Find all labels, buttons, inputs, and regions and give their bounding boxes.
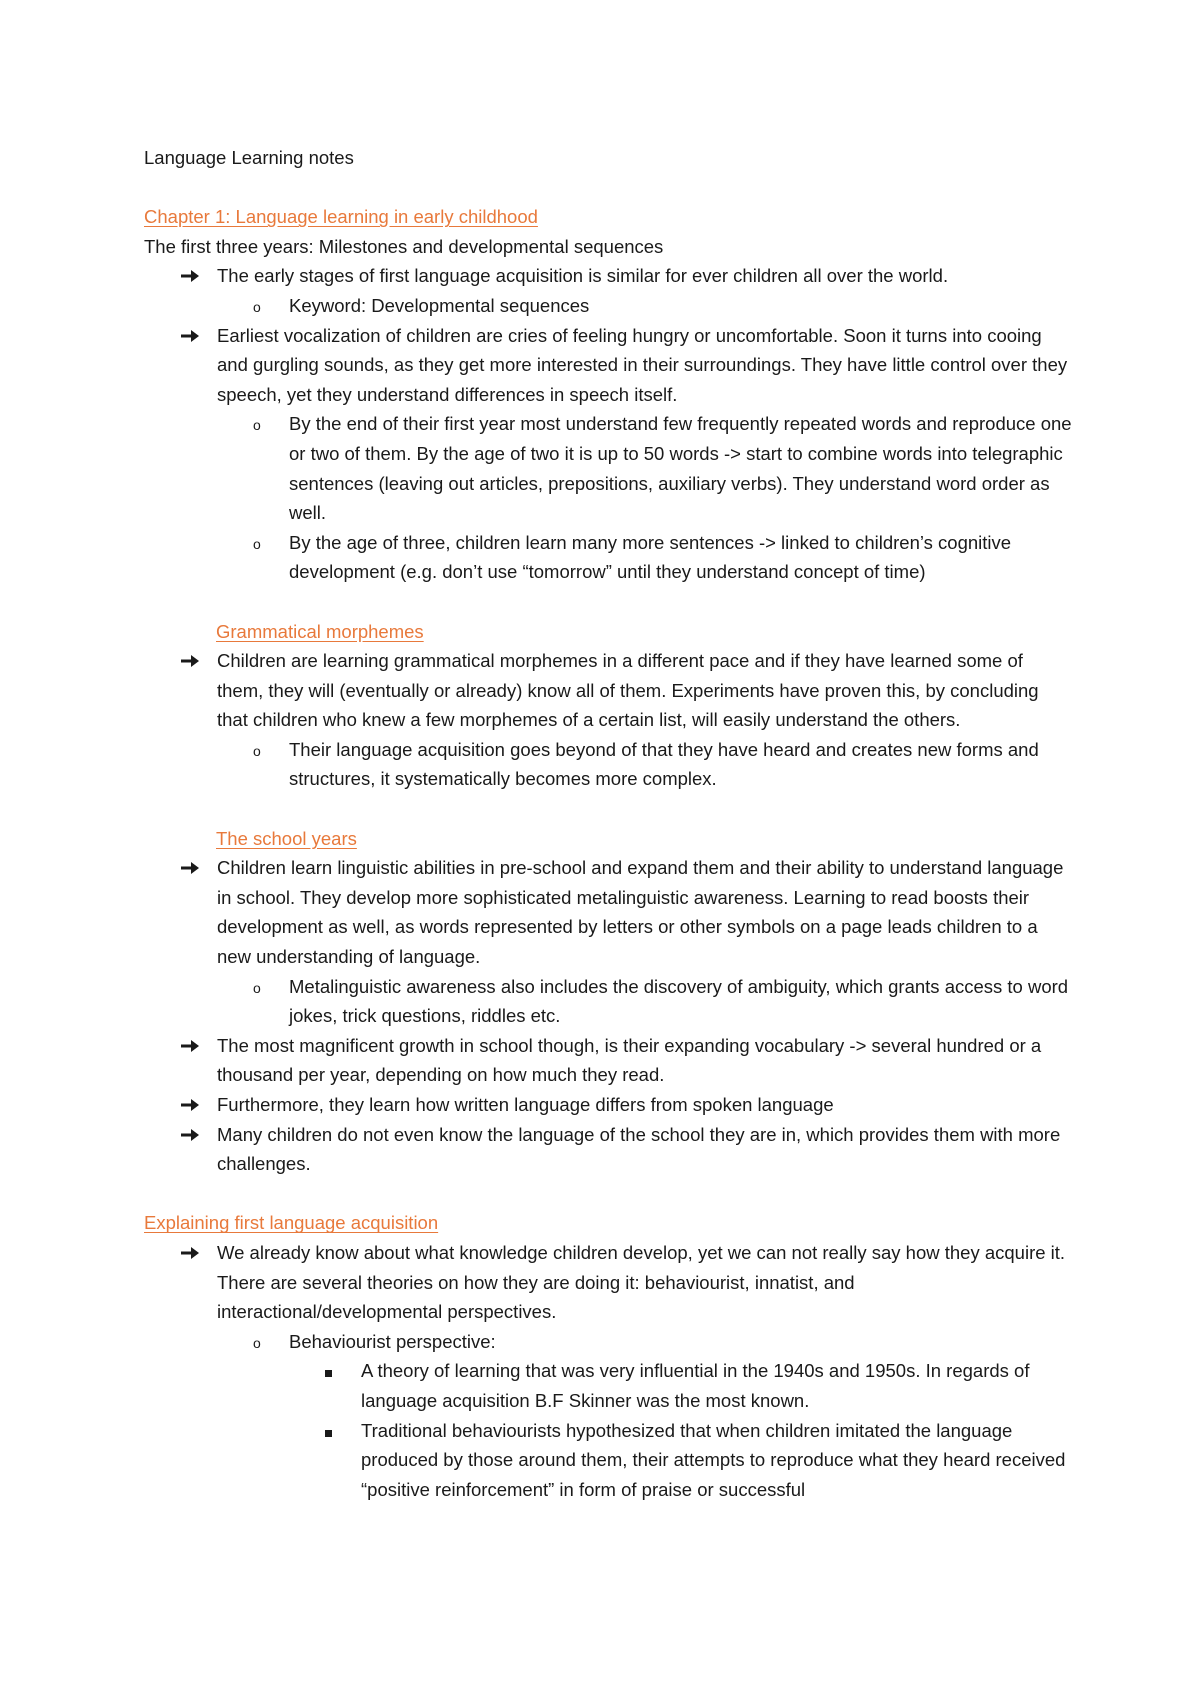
sub-list-item	[144, 1327, 1074, 1357]
sub-sub-list-item-text: Traditional behaviourists hypothesized that when children imitated the language produced by those around them, their attempts to reproduce what they heard received “positive reinforcement” in form of praise or successful	[361, 1419, 1066, 1500]
document-content	[144, 143, 1074, 1504]
sub-list-item-text: Behaviourist perspective:	[289, 1330, 496, 1352]
list-item	[144, 1090, 1074, 1120]
sub-sub-list-item	[144, 1416, 1074, 1505]
list-item	[144, 1238, 1074, 1327]
document-title: Language Learning notes	[144, 147, 354, 168]
list-item	[144, 261, 1074, 291]
chapter-heading: Chapter 1: Language learning in early childhood	[144, 206, 538, 228]
list-item	[144, 321, 1074, 410]
sub-list-item	[144, 409, 1074, 527]
spacer	[144, 794, 1074, 824]
list-item-text: Earliest vocalization of children are cries of feeling hungry or uncomfortable. Soon it turns into cooing and gurgling sounds, as they get more interested in their surroundings. They have little control over they speech, yet they understand differences in speech itself.	[217, 324, 1068, 405]
arrow-right-icon	[180, 1031, 202, 1069]
circle-bullet-icon: o	[253, 417, 261, 434]
spacer	[144, 587, 1074, 617]
circle-bullet-icon: o	[253, 535, 261, 552]
list-item	[144, 1120, 1074, 1179]
sub-list-item	[144, 735, 1074, 794]
section-subtitle: The first three years: Milestones and developmental sequences	[144, 235, 664, 257]
section-heading-explaining-acquisition: Explaining first language acquisition	[144, 1212, 439, 1234]
sub-sub-list-item	[144, 1356, 1074, 1415]
section-heading-grammatical-morphemes: Grammatical morphemes	[216, 620, 424, 642]
sub-list-item-text: By the age of three, children learn many more sentences -> linked to children’s cognitive development (e.g. don’t use “tomorrow” until they understand concept of time)	[289, 531, 1012, 583]
section-heading-school-years: The school years	[216, 827, 357, 849]
sub-list-item	[144, 972, 1074, 1031]
square-bullet-icon	[325, 1356, 332, 1386]
spacer	[144, 173, 1074, 203]
circle-bullet-icon: o	[253, 979, 261, 996]
arrow-right-icon	[180, 646, 202, 684]
arrow-right-icon	[180, 853, 202, 891]
sub-sub-list-item-text: A theory of learning that was very influential in the 1940s and 1950s. In regards of language acquisition B.F Skinner was the most known.	[361, 1360, 1030, 1411]
list-item-text: Children learn linguistic abilities in pre-school and expand them and their ability to understand language in school. They develop more sophisticated metalinguistic awareness. Learning to read boosts their development as well, as words represented by letters or other symbols on a page leads children to a new understanding of language.	[217, 857, 1064, 968]
list-item-text: We already know about what knowledge children develop, yet we can not really say how they acquire it. There are several theories on how they are doing it: behaviourist, innatist, and interactional/developmental perspectives.	[217, 1241, 1066, 1323]
list-item	[144, 1031, 1074, 1090]
sub-list-item-text: Metalinguistic awareness also includes the discovery of ambiguity, which grants access to word jokes, trick questions, riddles etc.	[289, 975, 1069, 1027]
circle-bullet-icon: o	[253, 298, 261, 315]
spacer	[144, 1179, 1074, 1209]
list-item	[144, 646, 1074, 735]
sub-list-item-text: Keyword: Developmental sequences	[289, 294, 590, 316]
square-bullet-icon	[325, 1416, 332, 1446]
list-item-text: The early stages of first language acquisition is similar for ever children all over the world.	[217, 265, 949, 287]
list-item	[144, 853, 1074, 971]
sub-list-item-text: Their language acquisition goes beyond of that they have heard and creates new forms and structures, it systematically becomes more complex.	[289, 738, 1039, 790]
sub-list-item	[144, 528, 1074, 587]
arrow-right-icon	[180, 1238, 202, 1276]
sub-list-item	[144, 291, 1074, 321]
circle-bullet-icon: o	[253, 742, 261, 759]
list-item-text: Many children do not even know the language of the school they are in, which provides them with more challenges.	[217, 1123, 1061, 1175]
list-item-text: Furthermore, they learn how written language differs from spoken language	[217, 1094, 834, 1115]
sub-list-item-text: By the end of their first year most understand few frequently repeated words and reproduce one or two of them. By the age of two it is up to 50 words -> start to combine words into telegraphic sentences (leaving out articles, prepositions, auxiliary verbs). They understand word order as well.	[289, 413, 1072, 524]
circle-bullet-icon: o	[253, 1334, 261, 1351]
arrow-right-icon	[180, 1120, 202, 1158]
list-item-text: The most magnificent growth in school though, is their expanding vocabulary -> several hundred or a thousand per year, depending on how much they read.	[217, 1034, 1042, 1086]
arrow-right-icon	[180, 321, 202, 359]
list-item-text: Children are learning grammatical morphemes in a different pace and if they have learned some of them, they will (eventually or already) know all of them. Experiments have proven this, by concluding that children who knew a few morphemes of a certain list, will easily understand the others.	[217, 650, 1039, 731]
